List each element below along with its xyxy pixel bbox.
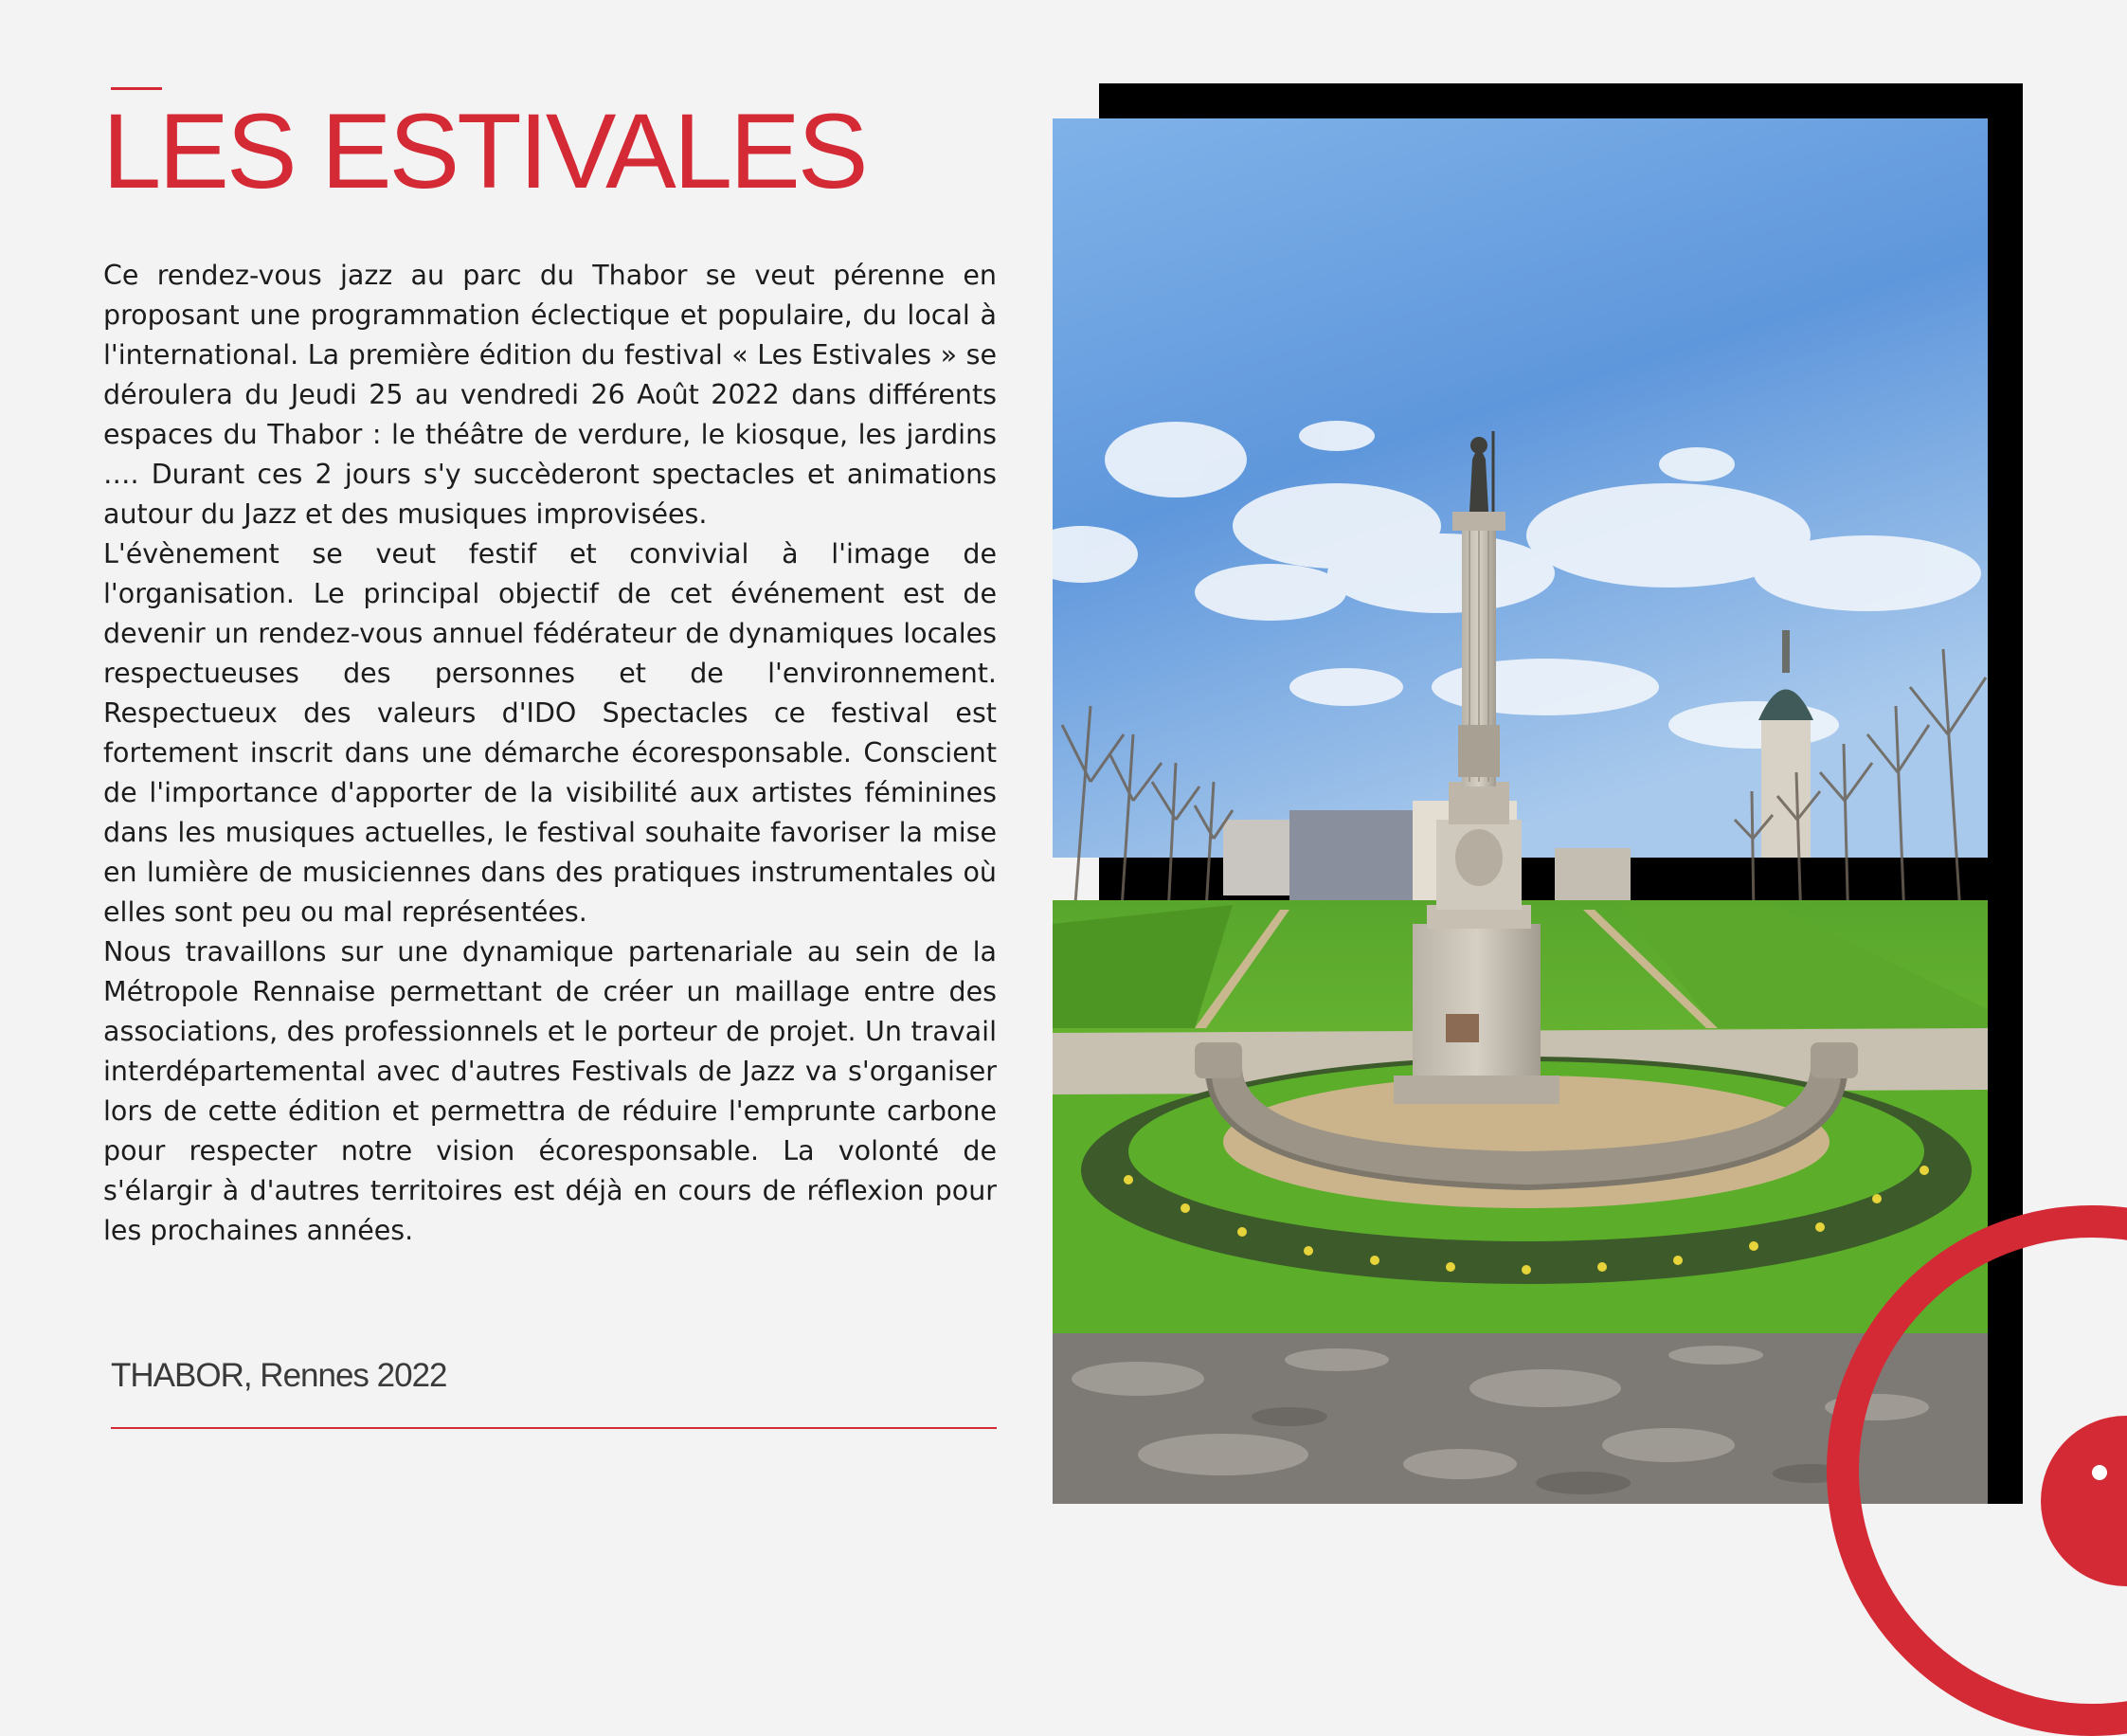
record-center-hole [2092, 1465, 2107, 1480]
title-accent-rule [111, 87, 162, 90]
paragraph-partnership: Nous travaillons sur une dynamique partenariale au sein de la Métropole Rennaise permettant de créer un maillage entre des associations, des professionnels et le porteur de projet. Un travail interdépartemental avec d'autres Festivals de Jazz va s'organiser lors de cette édition et permettra de réduire l'emprunte carbone pour respecter notre vision écoresponsable. La volonté de s'élargir à d'autres territoires est déjà en cours de réflexion pour les prochaines années. [103, 936, 997, 1246]
park-photo [1053, 118, 1988, 1504]
body-text [103, 256, 997, 1251]
photo-caption: THABOR, Rennes 2022 [111, 1357, 447, 1394]
page-title: LES ESTIVALES [102, 92, 866, 210]
paragraph-intro: Ce rendez-vous jazz au parc du Thabor se veut pérenne en proposant une programmation éclectique et populaire, du local à l'international. La première édition du festival « Les Estivales » se déroulera du Jeudi 25 au vendredi 26 Août 2022 dans différents espaces du Thabor : le théâtre de verdure, le kiosque, les jardins …. Durant ces 2 jours s'y succèderont spectacles et animations autour du Jazz et des musiques improvisées. [103, 260, 997, 530]
park-illustration [1053, 118, 1988, 1504]
caption-rule [111, 1427, 997, 1429]
paragraph-goals: L'évènement se veut festif et convivial à l'image de l'organisation. Le principal objectif de cet événement est de devenir un rendez-vous annuel fédérateur de dynamiques locales respectueuses des personnes et de l'environnement. Respectueux des valeurs d'IDO Spectacles ce festival est fortement inscrit dans une démarche écoresponsable. Conscient de l'importance d'apporter de la visibilité aux artistes féminines dans les musiques actuelles, le festival souhaite favoriser la mise en lumière de musiciennes dans des pratiques instrumentales où elles sont peu ou mal représentées. [103, 538, 997, 928]
